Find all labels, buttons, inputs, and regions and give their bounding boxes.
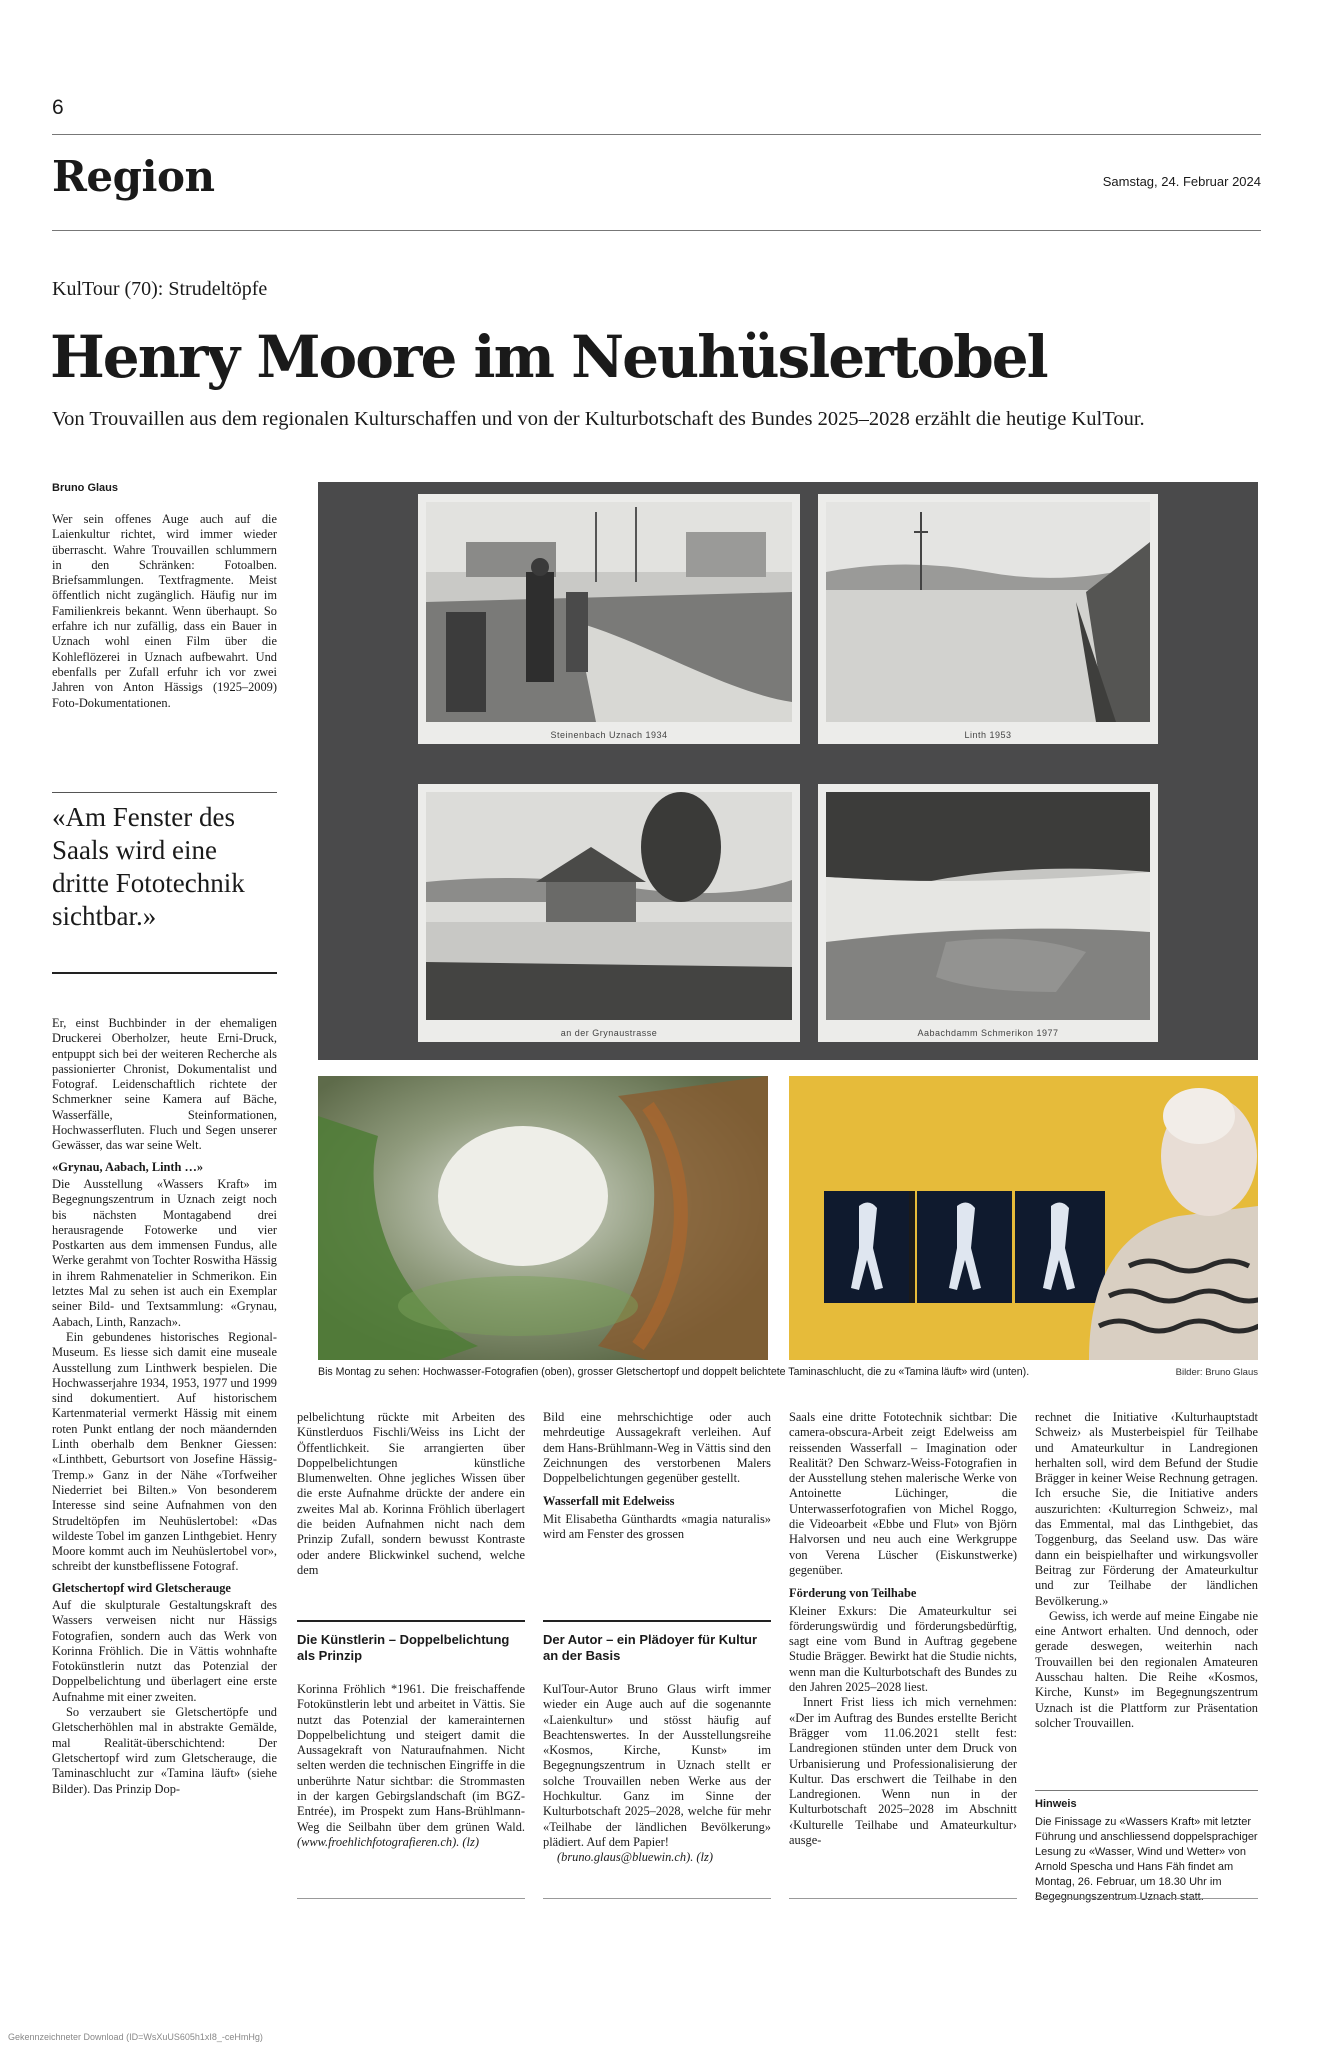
header-rule bbox=[52, 230, 1261, 231]
article-kicker: KulTour (70): Strudeltöpfe bbox=[52, 278, 268, 300]
intro-paragraph bbox=[52, 512, 277, 711]
notice-heading: Hinweis bbox=[1035, 1798, 1077, 1810]
glacier-pothole-photo bbox=[318, 1076, 768, 1360]
box-body: Korinna Fröhlich *1961. Die freischaffende Fotokünstlerin lebt und arbeitet in Vättis. Sie nutzt das Potenzial der kamerainternen Doppelbelichtung und steigert damit die Aussagekraft von Naturaufnahmen. Nicht selten werden die technischen Eingriffe in die unberührte Natur sichtbar: die Strommasten in der kargen Gebirgslandschaft (im BGZ-Entrée), im Prospekt zum Hans-Brühlmann-Weg die Seilbahn über dem grünen Wald. bbox=[297, 1682, 525, 1834]
issue-date: Samstag, 24. Februar 2024 bbox=[1102, 174, 1261, 189]
photo-credit: Bilder: Bruno Glaus bbox=[1175, 1367, 1258, 1378]
flood-photo-aabachdamm bbox=[826, 792, 1150, 1020]
section-title: Region bbox=[52, 152, 215, 201]
notice-text: Die Finissage zu «Wassers Kraft» mit letzter Führung und anschliessend doppelsprachiger Lesung zu «Wasser, Wind und Wetter» von Arnold Spescha und Hans Fäh findet am Montag, 26. Februar, um 18.30 Uhr im Begegnungszentrum Uznach statt. bbox=[1035, 1816, 1258, 1904]
subheading: Förderung von Teilhabe bbox=[789, 1586, 917, 1601]
author-info-box bbox=[543, 1620, 771, 1866]
column-end-rule bbox=[1035, 1898, 1258, 1899]
body-paragraph: pelbelichtung rückte mit Arbeiten des Künstlerduos Fischli/Weiss ins Licht der Öffentlichkeit. Sie arrangierten über Doppelbelichtungen künstliche Blumenwelten. Ohne jegliches Wissen über die erste Aufnahme drückte der andere ein zweites Mal ab. Korinna Fröhlich überlagert die beiden Aufnahmen nicht nach dem Prinzip Zufall, sondern bewusst Kontraste oder andere Blickwinkel suchend, welche dem bbox=[297, 1410, 525, 1577]
intro-text: Wer sein offenes Auge auch auf die Laienkultur richtet, wird immer wieder überrascht. Wahre Trouvaillen schlummern in den Schränken: Fotoalben. Briefsammlungen. Textfragmente. Meist öffentlich nicht zugänglich. Häufig nur im Familienkreis bekannt. Wenn überhaupt. So erfahre ich nur zufällig, dass ein Bauer in Uznach wohl einen Film über die Kohleflözerei in Uznach aufbewahrt. Und ebenfalls per Zufall erfuhr ich vor zwei Jahren von Anton Hässigs (1925–2009) Foto-Dokumentationen. bbox=[52, 512, 277, 710]
gallery-visitor-photo bbox=[789, 1076, 1258, 1360]
body-paragraph: Er, einst Buchbinder in der ehemaligen Druckerei Oberholzer, heute Erni-Druck, entpuppt sich bei der weiteren Recherche als passionierter Chronist, Dokumentalist und Fotograf. Leidenschaftlich richtete der Schmerkner seine Kamera auf Bäche, Wasserfälle, Steinformationen, Hochwasserfluten. Fluch und Segen unserer Gewässer, das war seine Welt. bbox=[52, 1016, 277, 1153]
body-paragraph: Kleiner Exkurs: Die Amateurkultur sei förderungswürdig und förderungsbedürftig, sagt eine vom Bund in Auftrag gegebene Studie Brägger. Bewirkt hat die Studie nichts, wenn man die Kulturbotschaft des Bundes zu den Jahren 2025–2028 liest. bbox=[789, 1603, 1017, 1695]
box-text bbox=[297, 1682, 525, 1850]
body-column-4 bbox=[789, 1410, 1017, 1848]
box-signature: (lz) bbox=[459, 1834, 479, 1849]
column-end-rule bbox=[297, 1898, 525, 1899]
box-heading: Der Autor – ein Plädoyer für Kultur an der Basis bbox=[543, 1620, 771, 1664]
body-column-5 bbox=[1035, 1410, 1258, 1731]
event-notice bbox=[1035, 1790, 1258, 1905]
subheading: «Grynau, Aabach, Linth …» bbox=[52, 1159, 204, 1174]
body-paragraph: Mit Elisabetha Günthardts «magia naturalis» wird am Fenster des grossen bbox=[543, 1511, 771, 1542]
page-number: 6 bbox=[52, 96, 64, 119]
body-column-2 bbox=[297, 1410, 525, 1578]
photo-print bbox=[818, 494, 1158, 744]
photo-print bbox=[418, 784, 800, 1042]
download-watermark: Gekennzeichneter Download (ID=WsXuUS605h1xI8_-ceHmHg) bbox=[8, 2032, 263, 2042]
pull-quote bbox=[52, 792, 277, 933]
body-paragraph: Gewiss, ich werde auf meine Eingabe nie eine Antwort erhalten. Und dennoch, oder gerade deswegen, weiterhin nach Trouvaillen bei den regionalen Amateuren Ausschau halten. Die Reihe «Kosmos, Kirche, Kunst» im Begegnungszentrum Uznach ist die Plattform zur Präsentation solcher Trouvaillen. bbox=[1035, 1608, 1258, 1730]
body-paragraph: So verzaubert sie Gletschertöpfe und Gletscherhöhlen mal in abstrakte Gemälde, mal Realität-überschichtend: Der Gletschertopf wird zum Gletscherauge, die Taminaschlucht zur «Tamina läuft» (siehe Bilder). Das Prinzip Dop- bbox=[52, 1705, 277, 1796]
flood-photo-steinenbach bbox=[426, 502, 792, 722]
flood-photo-grynaustrasse bbox=[426, 792, 792, 1020]
body-paragraph: Bild eine mehrschichtige oder auch mehrdeutige Aussagekraft verleihen. Auf dem Hans-Brühlmann-Weg in Vättis sind den Zeichnungen des verstorbenen Malers Doppelbelichtungen gegenüber gestellt. bbox=[543, 1410, 771, 1486]
body-paragraph: rechnet die Initiative ‹Kulturhauptstadt Schweiz› als Musterbeispiel für Teilhabe und Amateurkultur in Landregionen herhalten soll, wird dem Befund der Studie Brägger in keiner Weise Rechnung getragen. Ich ersuche Sie, die Initiative anders auszurichten: ‹Kulturregion Schweiz›, mal das Emmental, mal das Linthgebiet, das Toggenburg, das Seeland usw. Das wäre dann ein beispielhafter und wirkungsvoller Beitrag zur Förderung der Amateurkultur und zur Teilhabe der ländlichen Bevölkerung.» bbox=[1035, 1410, 1258, 1608]
photo-caption-text: Bis Montag zu sehen: Hochwasser-Fotografien (oben), grosser Gletschertopf und doppelt belichtete Taminaschlucht, die zu «Tamina läuft» wird (unten). bbox=[318, 1366, 1030, 1378]
artist-info-box bbox=[297, 1620, 525, 1850]
print-caption: an der Grynaustrasse bbox=[560, 1028, 658, 1038]
box-heading: Die Künstlerin – Doppelbelichtung als Prinzip bbox=[297, 1620, 525, 1664]
body-paragraph: Auf die skulpturale Gestaltungskraft des Wassers verweisen nicht nur Hässigs Fotografien, sondern auch das Werk von Korinna Fröhlich. Die in Vättis wohnhafte Fotokünstlerin nutzt das Potenzial der Doppelbelichtung und überlagert eine erste Aufnahme mit einer zweiten. bbox=[52, 1597, 277, 1704]
box-body: KulTour-Autor Bruno Glaus wirft immer wieder ein Auge auch auf die sogenannte «Laienkultur» und stösst häufig auf Beachtenswertes. In der Ausstellungsreihe «Kosmos, Kirche, Kunst» im Begegnungszentrum in Uznach stellt er solche Trouvaillen neben Werke aus der Hochkultur. Ganz im Sinne der Kulturbotschaft 2025–2028, welche für mehr «Teilhabe der ländlichen Bevölkerung» plädiert. Auf dem Papier! bbox=[543, 1682, 771, 1849]
body-column-1 bbox=[52, 1016, 277, 1797]
top-rule bbox=[52, 134, 1261, 135]
print-caption: Aabachdamm Schmerikon 1977 bbox=[917, 1028, 1059, 1038]
subheading: Wasserfall mit Edelweiss bbox=[543, 1494, 675, 1509]
photo-caption bbox=[318, 1366, 1258, 1378]
pull-quote-rule bbox=[52, 972, 277, 974]
pull-quote-text: «Am Fenster des Saals wird eine dritte Fototechnik sichtbar.» bbox=[52, 802, 245, 931]
body-column-3 bbox=[543, 1410, 771, 1542]
column-end-rule bbox=[543, 1898, 771, 1899]
print-caption: Steinenbach Uznach 1934 bbox=[550, 730, 668, 740]
body-paragraph: Ein gebundenes historisches Regional-Museum. Es liesse sich damit eine museale Ausstellung zum Linthwerk bespielen. Die Hochwasserjahre 1934, 1953, 1977 und 1999 sind dokumentiert. Auf historischem Kartenmaterial vermerkt Hässig mit einem roten Punkt entlang der noch mäandernden Linth oberhalb dem Benkner Giessen: «Linthbett, Geburtsort von Josefine Hässig-Tremp.» Ganz in der Nähe «Torfweiher Niederriet bei Bilten.» Von besonderem Interesse sind seine Aufnahmen von den Strudeltöpfen im Neuhüslertobel: «Das wildeste Tobel im ganzen Linthgebiet. Henry Moore kommt auch im Neuhüslertobel vor», schreibt der kunstbeflissene Fotograf. bbox=[52, 1329, 277, 1574]
historical-photo-board bbox=[318, 482, 1258, 1060]
photo-print bbox=[418, 494, 800, 744]
body-paragraph: Die Ausstellung «Wassers Kraft» im Begegnungszentrum in Uznach zeigt noch bis nächsten Montagabend drei herausragende Fotowerke und vier Postkarten aus dem immensen Fundus, alle Werke gerahmt von Tochter Roswitha Hässig in ihrem Rahmenatelier in Schmerikon. Ein letztes Mal zu sehen ist auch ein Exemplar seiner Bild- und Textsammlung: «Grynau, Aabach, Linth, Ranzach». bbox=[52, 1176, 277, 1329]
article-headline: Henry Moore im Neuhüslertobel bbox=[50, 323, 1047, 391]
body-paragraph: Innert Frist liess ich mich vernehmen: «Der im Auftrag des Bundes erstellte Bericht Brägger vom 11.06.2021 stellt fest: Landregionen stünden unter dem Druck von Urbanisierung und Professionalisierung der Kultur. Das erschwert die Teilhabe in den Landregionen. Wenn nun in der Kulturbotschaft 2025–2028 im Abschnitt ‹Kulturelle Teilhabe und Amateurkultur› ausge- bbox=[789, 1695, 1017, 1848]
article-lead: Von Trouvaillen aus dem regionalen Kulturschaffen und von der Kulturbotschaft des Bundes 2025–2028 erzählt die heutige KulTour. bbox=[52, 408, 1145, 430]
author-email-link[interactable]: (bruno.glaus@bluewin.ch). (lz) bbox=[557, 1850, 713, 1865]
print-caption: Linth 1953 bbox=[964, 730, 1012, 740]
artist-website-link[interactable]: (www.froehlichfotografieren.ch). bbox=[297, 1834, 460, 1849]
subheading: Gletschertopf wird Gletscherauge bbox=[52, 1580, 231, 1595]
body-paragraph: Saals eine dritte Fototechnik sichtbar: Die camera-obscura-Arbeit zeigt Edelweiss am reissenden Wasserfall – Imagination oder Realität? Den Schwarz-Weiss-Fotografien in der Ausstellung stehen malerische Werke von Antoinette Lüchinger, die Unterwasserfotografien von Michel Roggo, die Videoarbeit «Ebbe und Flut» von Björn Halvorsen und neu auch eine Werkgruppe von Verena Lüscher (Eiskunstwerke) gegenüber. bbox=[789, 1410, 1017, 1577]
flood-photo-linth bbox=[826, 502, 1150, 722]
author-byline: Bruno Glaus bbox=[52, 482, 119, 494]
photo-print bbox=[818, 784, 1158, 1042]
column-end-rule bbox=[789, 1898, 1017, 1899]
